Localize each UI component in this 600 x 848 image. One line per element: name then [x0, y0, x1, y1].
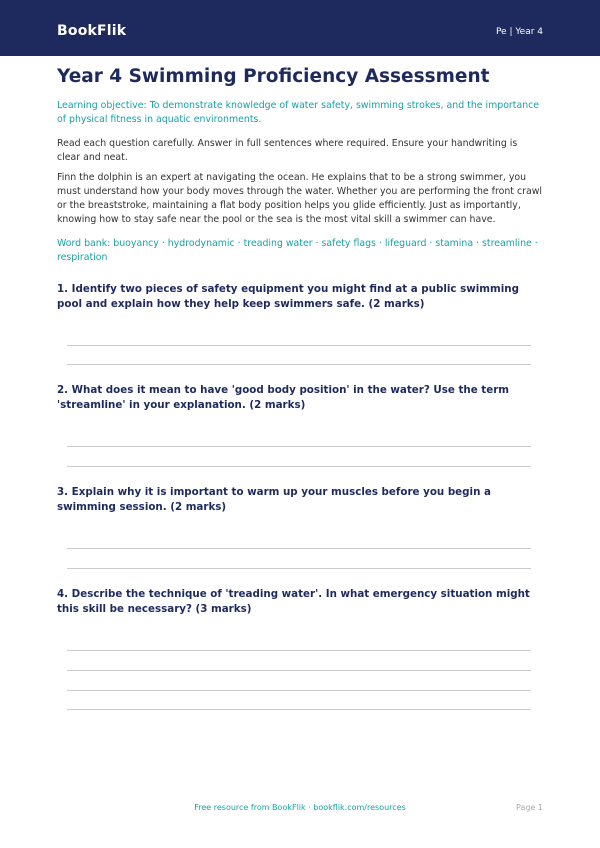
question-3: 3. Explain why it is important to warm up your muscles before you begin a swimming session. (2 marks)	[57, 486, 491, 513]
word-bank: Word bank: buoyancy · hydrodynamic · treading water · safety flags · lifeguard · stamina · streamline · respiration	[57, 238, 538, 263]
answer-line[interactable]	[67, 364, 531, 365]
answer-line[interactable]	[67, 345, 531, 346]
page-number: Page 1	[516, 803, 543, 812]
question-4: 4. Describe the technique of 'treading water'. In what emergency situation might this skill be necessary? (3 marks)	[57, 588, 530, 615]
footer-credit: Free resource from BookFlik · bookflik.com/resources	[194, 803, 406, 812]
question-1: 1. Identify two pieces of safety equipment you might find at a public swimming pool and explain how they help keep swimmers safe. (2 marks)	[57, 283, 519, 310]
instructions: Read each question carefully. Answer in full sentences where required. Ensure your handwriting is clear and neat.	[57, 138, 518, 163]
answer-line[interactable]	[67, 568, 531, 569]
reading-passage: Finn the dolphin is an expert at navigating the ocean. He explains that to be a strong swimmer, you must understand how your body moves through the water. Whether you are performing the front crawl or the breaststroke, maintaining a flat body position helps you glide efficiently. Just as importantly, knowing how to stay safe near the pool or the sea is the most vital skill a swimmer can have.	[57, 172, 542, 225]
answer-line[interactable]	[67, 446, 531, 447]
answer-line[interactable]	[67, 466, 531, 467]
answer-line[interactable]	[67, 709, 531, 710]
answer-line[interactable]	[67, 548, 531, 549]
answer-line[interactable]	[67, 670, 531, 671]
answer-line[interactable]	[67, 690, 531, 691]
page-title: Year 4 Swimming Proficiency Assessment	[57, 66, 490, 87]
page-header	[0, 0, 600, 56]
subject-year-label: Pe | Year 4	[495, 27, 543, 37]
answer-line[interactable]	[67, 650, 531, 651]
brand-logo: BookFlik	[57, 23, 127, 39]
learning-objective: Learning objective: To demonstrate knowledge of water safety, swimming strokes, and the importance of physical fitness in aquatic environments.	[57, 100, 540, 125]
question-2: 2. What does it mean to have 'good body position' in the water? Use the term 'streamline' in your explanation. (2 marks)	[57, 384, 509, 411]
